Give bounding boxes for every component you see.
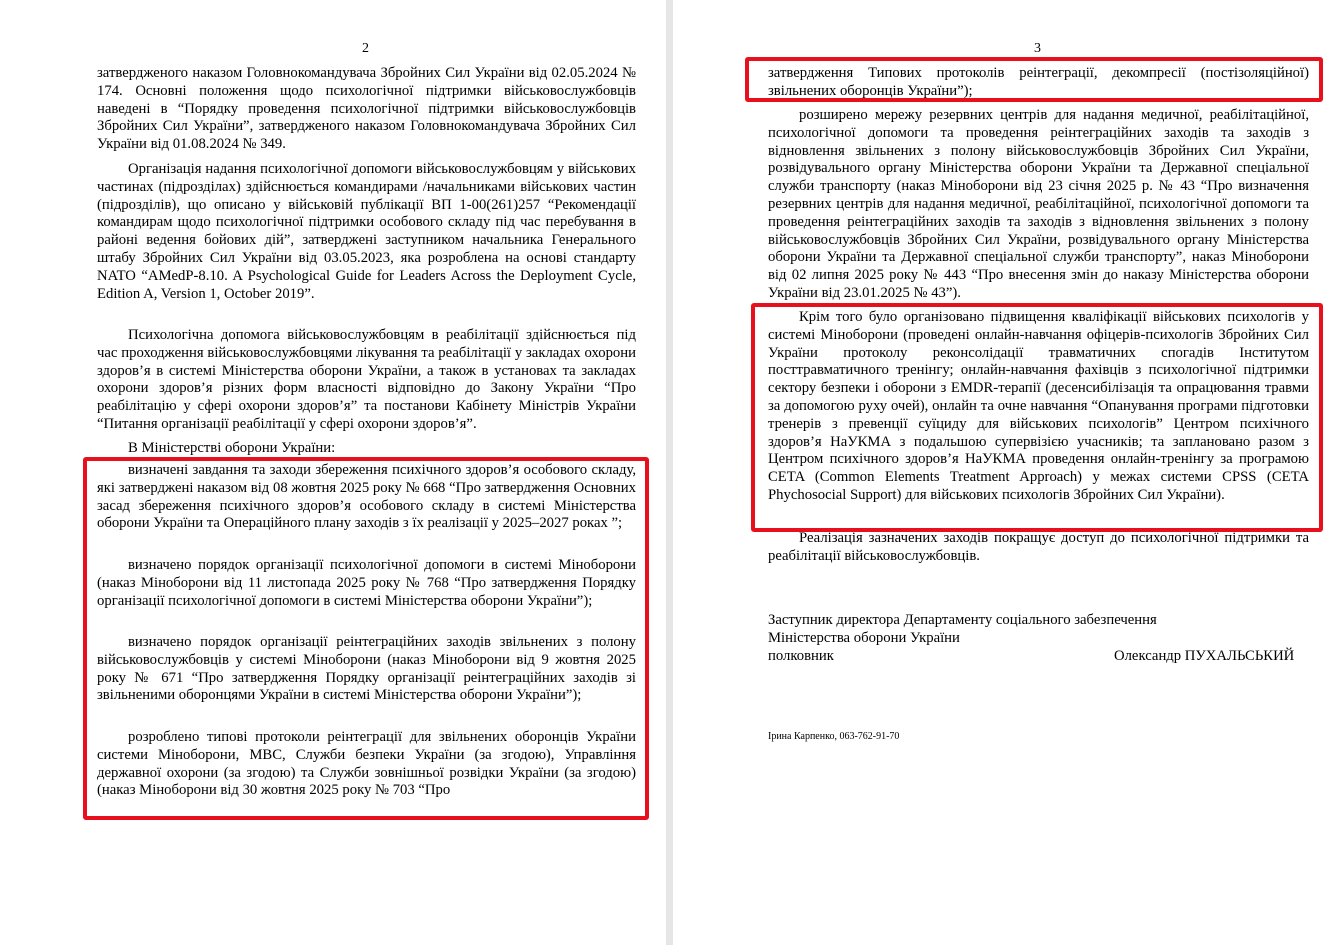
paragraph: Психологічна допомога військовослужбовцям в реабілітації здійснюється під час проходження військовослужбовцями лікування та реабілітації у закладах охорони здоров’я в системі Міністерства оборони України, а також в установах та закладах охорони здоров’я різних форм власності відповідно до Закону України “Про реабілітацію у сфері охорони здоров’я” та постанови Кабінету Міністрів України “Питання організації реабілітації у сфері охорони здоров’я”. (97, 327, 636, 432)
list-item: розроблено типові протоколи реінтеграції для звільнених оборонців України системи Міноборони, МВС, Служби безпеки України (за згодою), Управління державної охорони (за згодою) та Служби зовнішньої розвідки України (за згодою) (наказ Міноборони від 30 жовтня 2025 року № 703 “Про (97, 729, 636, 799)
paragraph: Крім того було організовано підвищення кваліфікації військових психологів у системі Міноборони (проведені онлайн-навчання офіцерів-психологів Збройних Сил України протоколу реконсолідації травматичних спогадів Інститутом посттравматичного тренінгу; онлайн-навчання фахівців з психологічної підтримки сектору безпеки і оборони з EMDR-терапії (десенсибілізація та опрацювання травми за допомогою руху очей), онлайн та очне навчання “Опанування програми підготовки тренерів з превенції суїциду для військових психологів” Центром психічного здоров’я НаУКМА з подальшою супервізією учасників; та заплановано разом з Центром психічного здоров’я НаУКМА проведення онлайн-тренінгу за програмою CETA (Common Elements Treatment Approach) у межах системи CPSS (CETA Phychosocial Support) для військових психологів Збройних Сил України). (768, 309, 1309, 503)
list-item: визначені завдання та заходи збереження психічного здоров’я особового складу, які затверджені наказом від 08 жовтня 2025 року № 668 “Про затвердження Основних засад збереження психічного здоров’я особового складу в системі Міністерства оборони України та Операційного плану заходів з їх реалізації у 2025–2027 роках ”; (97, 462, 636, 532)
list-item: визначено порядок організації реінтеграційних заходів звільнених з полону військовослужбовців у системі Міноборони (наказ Міноборони від 9 жовтня 2025 року № 671 “Про затвердження Порядку організації реінтеграційних заходів зі звільненими оборонцями України в системі Міністерства оборони України”); (97, 634, 636, 704)
signature-name: Олександр ПУХАЛЬСЬКИЙ (1114, 648, 1295, 664)
signature-rank: полковник (768, 648, 834, 664)
page-number: 2 (362, 41, 369, 56)
paragraph: Організація надання психологічної допомоги військовослужбовцям у військових частинах (підрозділах) здійснюється командирами /начальниками військових частин (підрозділів), що описано у військовій публікації ВП 1-00(261)257 “Рекомендації командирам щодо психологічної підтримки особового складу під час перебування в районі ведення бойових дій”, затверджені заступником начальника Генерального штабу Збройних Сил України від 03.05.2023, яка розроблена на основі стандарту NATO “AMedP-8.10. A Psychological Guide for Leaders Across the Deployment Cycle, Edition A, Version 1, October 2019”. (97, 161, 636, 302)
list-item: визначено порядок організації психологічної допомоги в системі Міноборони (наказ Міноборони від 11 листопада 2025 року № 768 “Про затвердження Порядку організації психологічної допомоги в системі Міністерства оборони України”); (97, 557, 636, 609)
paragraph: затвердження Типових протоколів реінтеграції, декомпресії (постізоляційної) звільнених оборонців України”); (768, 65, 1309, 99)
paragraph: затвердженого наказом Головнокомандувача Збройних Сил України від 02.05.2024 № 174. Основні положення щодо психологічної підтримки військовослужбовців наведені в “Порядку проведення психологічної підтримки військовослужбовців Збройних Сил України”, затвердженого наказом Головнокомандувача Збройних Сил України від 01.08.2024 № 349. (97, 65, 636, 153)
document-page-right (673, 0, 1339, 945)
executor-note: Ірина Карпенко, 063-762-91-70 (768, 731, 900, 742)
signature-position: Заступник директора Департаменту соціального забезпечення (768, 612, 1157, 628)
paragraph: В Міністерстві оборони України: (128, 440, 336, 456)
paragraph: Реалізація зазначених заходів покращує доступ до психологічної підтримки та реабілітації військовослужбовців. (768, 530, 1309, 564)
list-item: розширено мережу резервних центрів для надання медичної, реабілітаційної, психологічної допомоги та проведення реінтеграційних заходів та заходів з відновлення звільнених з полону військовослужбовців Збройних Сил України, розвідувального органу Міністерства оборони України та Державної спеціальної служби транспорту (наказ Міноборони від 23 січня 2025 р. № 43 “Про визначення резервних центрів для надання медичної, реабілітаційної, психологічної допомоги та проведення реінтеграційних заходів та заходів з відновлення звільнених з полону військовослужбовців Збройних Сил України, розвідувального органу Міністерства оборони України та Державної спеціальної служби транспорту”, наказ Міноборони від 02 липня 2025 року № 443 “Про внесення змін до наказу Міністерства оборони України від 23.01.2025 № 43”). (768, 107, 1309, 301)
document-page-left (0, 0, 666, 945)
page-number: 3 (1034, 41, 1041, 56)
signature-ministry: Міністерства оборони України (768, 630, 960, 646)
